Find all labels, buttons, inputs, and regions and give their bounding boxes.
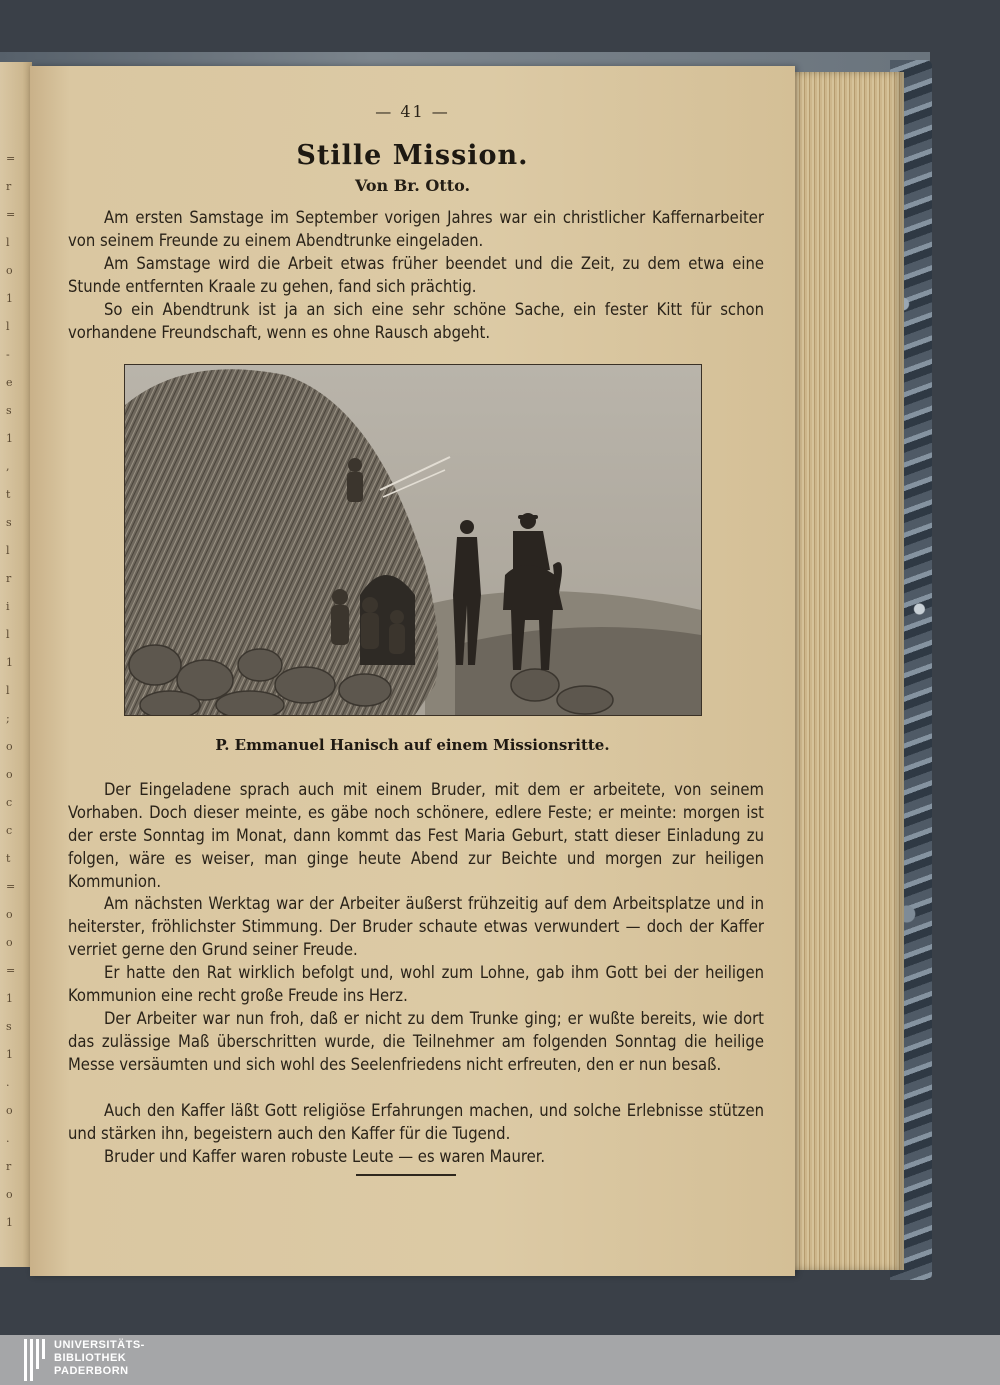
left-page-mark: - bbox=[6, 348, 10, 361]
end-rule bbox=[356, 1174, 456, 1176]
left-page-mark: r bbox=[6, 180, 12, 193]
left-page-mark: c bbox=[6, 796, 13, 809]
left-page-mark: o bbox=[6, 936, 13, 949]
paragraph: Er hatte den Rat wirklich befolgt und, wohl zum Lohne, gab ihm Gott bei der heiligen Kommunion eine recht große Freude ins Herz. bbox=[68, 963, 764, 1005]
left-page-mark: l bbox=[6, 236, 10, 249]
left-page-mark: 1 bbox=[6, 1216, 13, 1229]
paragraph: Bruder und Kaffer waren robuste Leute — es waren Maurer. bbox=[104, 1147, 546, 1166]
left-page-mark: 1 bbox=[6, 432, 13, 445]
left-page-mark: 1 bbox=[6, 992, 13, 1005]
library-name bbox=[54, 1339, 145, 1378]
left-page-mark: c bbox=[6, 824, 13, 837]
photo-illustration bbox=[125, 365, 701, 715]
left-page-mark: = bbox=[6, 880, 16, 893]
paragraph: Der Eingeladene sprach auch mit einem Bruder, mit dem er arbeitete, von seinem Vorhaben. Doch dieser meinte, es gäbe noch schönere, edlere Feste; er meinte: morgen ist der erste Sonntag im Monat, dann kommt das Fest Maria Geburt, statt dieser Einladung zu folgen, wäre es weiser, man ginge heute Abend zur Beichte und morgen zur heiligen Kommunion. bbox=[68, 780, 764, 891]
left-page-mark: = bbox=[6, 152, 16, 165]
left-page-mark: r bbox=[6, 572, 12, 585]
left-page-mark: l bbox=[6, 544, 10, 557]
left-page-mark: o bbox=[6, 768, 13, 781]
left-page-mark: o bbox=[6, 908, 13, 921]
left-page-mark: i bbox=[6, 600, 10, 613]
left-page-mark: 1 bbox=[6, 656, 13, 669]
library-name-line1: UNIVERSITÄTS- bbox=[54, 1339, 145, 1351]
left-page-mark: 1 bbox=[6, 1048, 13, 1061]
library-name-line2: BIBLIOTHEK bbox=[54, 1352, 127, 1364]
left-page-mark: l bbox=[6, 320, 10, 333]
article-byline: Von Br. Otto. bbox=[354, 176, 471, 195]
paragraph: Der Arbeiter war nun froh, daß er nicht zu dem Trunke ging; er wußte bereits, wie dort das zulässige Maß überschritten wurde, die Teilnehmer am folgenden Sonntag die heilige Messe versäumten und sich wohl des Seelenfriedens nicht erfreuten, den er nun besaß. bbox=[68, 1009, 764, 1074]
left-page-mark: t bbox=[6, 852, 11, 865]
left-page-mark: o bbox=[6, 264, 13, 277]
library-name-line3: PADERBORN bbox=[54, 1365, 129, 1377]
paragraph: So ein Abendtrunk ist ja an sich eine sehr schöne Sache, ein fester Kitt für schon vorhandene Freundschaft, wenn es ohne Rausch abgeht. bbox=[68, 300, 764, 342]
left-page-mark: . bbox=[6, 1132, 10, 1145]
left-page-mark: o bbox=[6, 1188, 13, 1201]
left-page-mark: s bbox=[6, 516, 12, 529]
mission-photo bbox=[124, 364, 702, 716]
paragraph: Auch den Kaffer läßt Gott religiöse Erfahrungen machen, und solche Erlebnisse stützen und stärken ihn, begeistern auch den Kaffer für die Tugend. bbox=[68, 1101, 764, 1143]
left-page-mark: s bbox=[6, 1020, 12, 1033]
left-page-mark: = bbox=[6, 964, 16, 977]
left-page-mark: o bbox=[6, 1104, 13, 1117]
left-page-mark: = bbox=[6, 208, 16, 221]
book-page bbox=[30, 66, 795, 1276]
left-page-edge bbox=[0, 62, 32, 1267]
left-page-mark: r bbox=[6, 1160, 12, 1173]
left-page-mark: l bbox=[6, 628, 10, 641]
page-edges bbox=[792, 72, 904, 1270]
left-page-mark: o bbox=[6, 740, 13, 753]
left-page-mark: l bbox=[6, 684, 10, 697]
paragraph: Am nächsten Werktag war der Arbeiter äußerst frühzeitig auf dem Arbeitsplatze und in heiterster, fröhlichster Stimmung. Der Bruder schaute etwas verwundert — doch der Kaffer verriet gerne den Grund seiner Freude. bbox=[68, 894, 764, 959]
photo-caption: P. Emmanuel Hanisch auf einem Missionsritte. bbox=[215, 736, 610, 754]
left-page-mark: , bbox=[6, 460, 10, 473]
left-page-mark: . bbox=[6, 1076, 10, 1089]
paragraph: Am ersten Samstage im September vorigen Jahres war ein christlicher Kaffernarbeiter von seinem Freunde zu einem Abendtrunke eingeladen. bbox=[68, 208, 764, 250]
page-number: — 41 — bbox=[375, 102, 450, 121]
left-page-mark: t bbox=[6, 488, 11, 501]
paragraph: Am Samstage wird die Arbeit etwas früher beendet und die Zeit, zu dem etwa eine Stunde entfernten Kraale zu gehen, fand sich prächtig. bbox=[68, 254, 764, 296]
left-page-mark: 1 bbox=[6, 292, 13, 305]
left-page-mark: e bbox=[6, 376, 13, 389]
library-logo-icon bbox=[24, 1339, 48, 1381]
library-footer bbox=[0, 1335, 1000, 1385]
left-page-mark: s bbox=[6, 404, 12, 417]
article-title: Stille Mission. bbox=[296, 140, 529, 171]
left-page-mark: ; bbox=[6, 712, 10, 725]
